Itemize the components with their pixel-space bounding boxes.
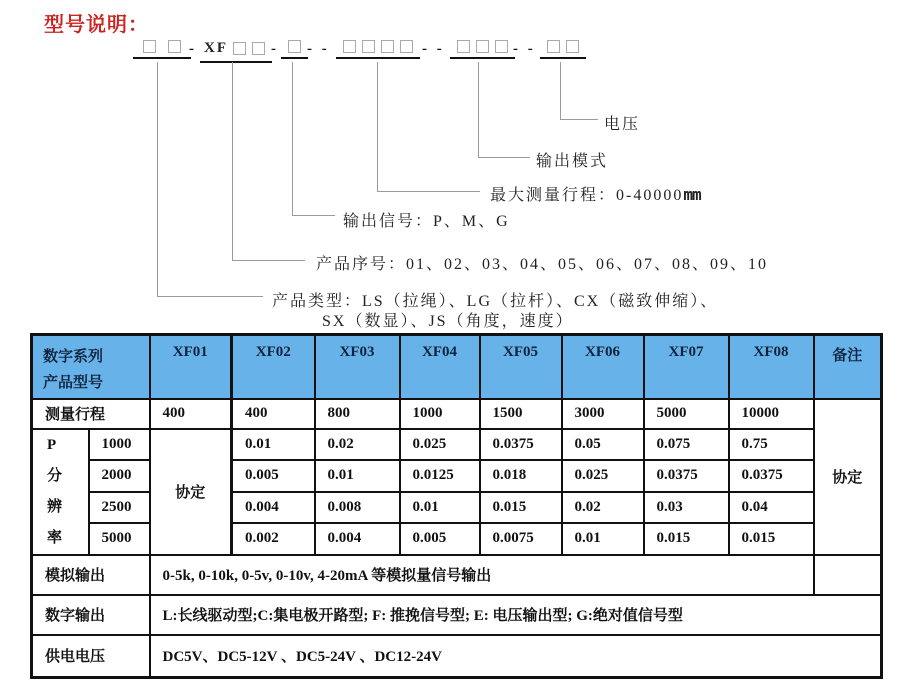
power-supply-value: DC5V、DC5-12V 、DC5-24V 、DC12-24V xyxy=(150,635,882,678)
callout-label-product-type: 产品类型：LS（拉绳）、LG（拉杆）、CX（磁致伸缩）、 xyxy=(272,293,719,310)
model-separator: - - xyxy=(307,41,330,57)
header-model: XF04 xyxy=(400,335,480,399)
freq-cell: 2000 xyxy=(89,460,150,492)
row-label: 数字输出 xyxy=(32,595,150,635)
table-cell: 0.03 xyxy=(644,492,729,524)
table-cell: 0.005 xyxy=(400,523,480,555)
digital-output-row xyxy=(32,595,882,635)
table-cell: 0.075 xyxy=(644,429,729,461)
model-separator: - - xyxy=(422,41,445,57)
model-separator: - xyxy=(271,41,279,57)
callout-label-output-signal: 输出信号：P、M、G xyxy=(343,213,510,230)
table-cell: 0.01 xyxy=(562,523,644,555)
table-cell: 0.01 xyxy=(400,492,480,524)
freq-cell: 2500 xyxy=(89,492,150,524)
mm-unit: mm xyxy=(683,185,701,204)
table-cell: 0.0375 xyxy=(644,460,729,492)
table-cell: 0.018 xyxy=(480,460,562,492)
digital-output-value: L:长线驱动型;C:集电极开路型; F: 推挽信号型; E: 电压输出型; G:绝对值信号型 xyxy=(150,595,882,635)
resolution-row xyxy=(32,429,882,461)
callout-label-output-mode: 输出模式 xyxy=(536,153,609,170)
table-cell: 0.05 xyxy=(562,429,644,461)
table-cell: 1500 xyxy=(480,399,562,429)
table-cell: 10000 xyxy=(729,399,814,429)
model-digit-box xyxy=(566,40,579,53)
model-separator: - - xyxy=(513,41,536,57)
header-model: XF08 xyxy=(729,335,814,399)
table-cell: 0.0075 xyxy=(480,523,562,555)
model-group-series xyxy=(200,40,272,63)
model-digit-box xyxy=(233,42,246,55)
header-model: XF03 xyxy=(315,335,400,399)
callout-label-serial: 产品序号：01、02、03、04、05、06、07、08、09、10 xyxy=(316,256,769,273)
model-digit-box xyxy=(362,40,375,53)
header-model: XF05 xyxy=(480,335,562,399)
table-cell: 0.004 xyxy=(315,523,400,555)
table-cell: 0.008 xyxy=(315,492,400,524)
model-digit-box xyxy=(381,40,394,53)
stroke-row xyxy=(32,399,882,429)
table-cell: 0.0375 xyxy=(480,429,562,461)
model-digit-box xyxy=(252,42,265,55)
model-group-signal xyxy=(281,40,308,59)
table-cell: 400 xyxy=(150,399,232,429)
freq-cell: 5000 xyxy=(89,523,150,555)
row-label: 测量行程 xyxy=(32,399,150,429)
table-cell: 0.0375 xyxy=(729,460,814,492)
model-digit-box xyxy=(547,40,560,53)
table-cell: 400 xyxy=(232,399,315,429)
table-cell: 0.004 xyxy=(232,492,315,524)
power-supply-row xyxy=(32,635,882,678)
table-header-row xyxy=(32,335,882,399)
table-cell: 3000 xyxy=(562,399,644,429)
table-cell: 5000 xyxy=(644,399,729,429)
table-cell: 0.025 xyxy=(400,429,480,461)
table-cell: 0.01 xyxy=(315,460,400,492)
model-explanation-diagram xyxy=(0,0,909,333)
resolution-label: P 分 辨 率 xyxy=(32,429,89,555)
callout-line-max-stroke xyxy=(377,62,480,192)
note-agreed-cell: 协定 xyxy=(814,399,882,555)
callout-line-product-type xyxy=(157,62,263,297)
spec-table xyxy=(30,333,883,679)
page-title: 型号说明： xyxy=(44,14,149,36)
model-prefix-xf: XF xyxy=(204,40,228,56)
header-model: XF07 xyxy=(644,335,729,399)
table-cell: 0.02 xyxy=(562,492,644,524)
table-cell: 0.0125 xyxy=(400,460,480,492)
row-label: 供电电压 xyxy=(32,635,150,678)
analog-output-value: 0-5k, 0-10k, 0-5v, 0-10v, 4-20mA 等模拟量信号输出 xyxy=(150,555,814,595)
table-cell: 0.02 xyxy=(315,429,400,461)
header-model: XF06 xyxy=(562,335,644,399)
callout-label-max-stroke: 最大测量行程：0-40000mm xyxy=(490,185,701,204)
table-cell: 1000 xyxy=(400,399,480,429)
model-group-mode xyxy=(450,40,515,59)
table-cell: 800 xyxy=(315,399,400,429)
model-digit-box xyxy=(495,40,508,53)
table-cell: 0.005 xyxy=(232,460,315,492)
row-label: 模拟输出 xyxy=(32,555,150,595)
model-digit-box xyxy=(400,40,413,53)
model-separator: - xyxy=(189,41,197,57)
table-cell: 0.75 xyxy=(729,429,814,461)
model-digit-box xyxy=(168,40,181,53)
table-cell: 0.01 xyxy=(232,429,315,461)
model-group-voltage xyxy=(540,40,586,59)
callout-label-voltage: 电压 xyxy=(604,116,641,133)
table-cell: 0.015 xyxy=(729,523,814,555)
callout-line-voltage xyxy=(560,62,598,120)
table-cell: 0.002 xyxy=(232,523,315,555)
model-digit-box xyxy=(457,40,470,53)
callout-line-output-mode xyxy=(478,62,530,158)
freq-cell: 1000 xyxy=(89,429,150,461)
header-model: XF02 xyxy=(232,335,315,399)
header-model: XF01 xyxy=(150,335,232,399)
header-series-label: 数字系列 产品型号 xyxy=(32,335,150,399)
model-group-stroke xyxy=(336,40,420,59)
callout-label-product-type-line2: SX（数显）、JS（角度，速度） xyxy=(322,313,574,330)
table-cell: 0.015 xyxy=(644,523,729,555)
table-cell: 0.04 xyxy=(729,492,814,524)
table-cell: 0.015 xyxy=(480,492,562,524)
table-cell: 0.025 xyxy=(562,460,644,492)
header-note: 备注 xyxy=(814,335,882,399)
empty-note-cell xyxy=(814,555,882,595)
model-digit-box xyxy=(288,40,301,53)
xf01-agreed-cell: 协定 xyxy=(150,429,232,555)
model-digit-box xyxy=(143,40,156,53)
model-digit-box xyxy=(343,40,356,53)
model-digit-box xyxy=(476,40,489,53)
analog-output-row xyxy=(32,555,882,595)
model-group-type xyxy=(133,40,191,59)
